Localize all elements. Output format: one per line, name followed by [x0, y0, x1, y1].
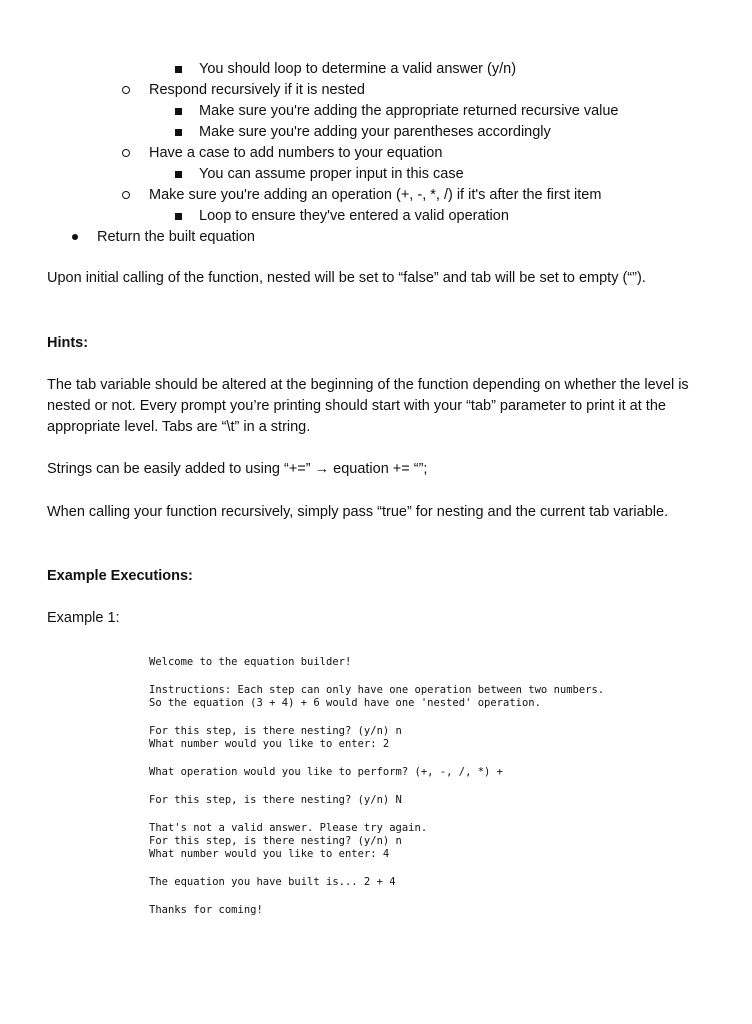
list-item-text: You can assume proper input in this case — [199, 166, 464, 182]
square-bullet-icon — [175, 108, 182, 115]
console-line-welcome: Welcome to the equation builder! — [149, 656, 352, 668]
console-line-invalid-answer: That's not a valid answer. Please try again. — [149, 822, 428, 834]
console-line-nesting-prompt: For this step, is there nesting? (y/n) n — [149, 725, 402, 737]
console-line-thanks: Thanks for coming! — [149, 904, 263, 916]
console-line-instructions: Instructions: Each step can only have one operation between two numbers. — [149, 684, 605, 696]
disc-bullet-icon — [72, 234, 78, 240]
example1-label: Example 1: — [47, 610, 120, 626]
list-item-text: Make sure you're adding your parentheses accordingly — [199, 124, 551, 140]
circle-bullet-icon — [122, 149, 130, 157]
list-item-text: Return the built equation — [97, 229, 255, 245]
console-line-instructions-2: So the equation (3 + 4) + 6 would have one 'nested' operation. — [149, 697, 541, 709]
console-line-operation-prompt: What operation would you like to perform? (+, -, /, *) + — [149, 766, 504, 778]
hints-paragraph-tab: The tab variable should be altered at the beginning of the function depending on whether the level is nested or not. Every prompt you’re printing should start with your “tab” parameter to print it at the appropriate level. Tabs are “\t” in a string. — [47, 377, 689, 435]
console-line-nesting-prompt: For this step, is there nesting? (y/n) N — [149, 794, 402, 806]
circle-bullet-icon — [122, 191, 130, 199]
square-bullet-icon — [175, 171, 182, 178]
circle-bullet-icon — [122, 86, 130, 94]
square-bullet-icon — [175, 66, 182, 73]
hints-paragraph-strings: Strings can be easily added to using “+=” → equation += “”; — [47, 461, 428, 477]
list-item-text: Loop to ensure they've entered a valid operation — [199, 208, 509, 224]
initial-call-paragraph: Upon initial calling of the function, nested will be set to “false” and tab will be set to empty (“”). — [47, 270, 646, 286]
console-line-number-prompt: What number would you like to enter: 2 — [149, 738, 390, 750]
console-line-number-prompt: What number would you like to enter: 4 — [149, 848, 390, 860]
list-item-text: Make sure you're adding an operation (+, -, *, /) if it's after the first item — [149, 187, 602, 203]
square-bullet-icon — [175, 129, 182, 136]
square-bullet-icon — [175, 213, 182, 220]
list-item-text: Respond recursively if it is nested — [149, 82, 365, 98]
list-item-text: Have a case to add numbers to your equation — [149, 145, 443, 161]
hints-paragraph-recursion: When calling your function recursively, simply pass “true” for nesting and the current tab variable. — [47, 504, 669, 520]
examples-heading: Example Executions: — [47, 568, 193, 584]
console-line-result: The equation you have built is... 2 + 4 — [149, 876, 396, 888]
hints-heading: Hints: — [47, 335, 89, 351]
console-line-nesting-prompt: For this step, is there nesting? (y/n) n — [149, 835, 402, 847]
list-item-text: You should loop to determine a valid answer (y/n) — [199, 61, 517, 77]
list-item-text: Make sure you're adding the appropriate returned recursive value — [199, 103, 619, 119]
